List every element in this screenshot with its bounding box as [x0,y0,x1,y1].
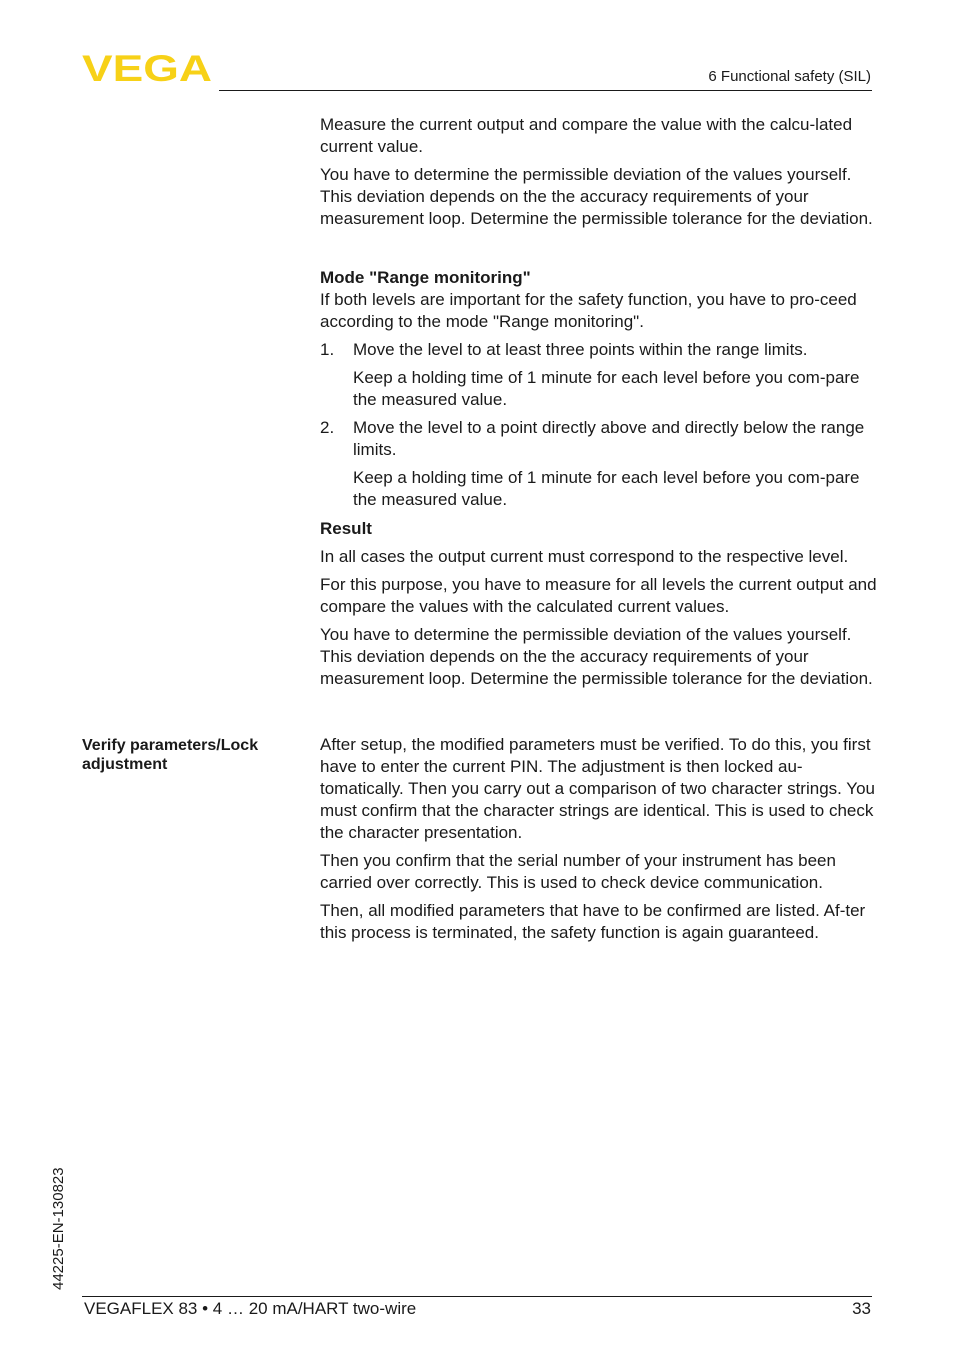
svg-text:VEGA: VEGA [82,52,212,82]
verify-paragraph-2: Then you confirm that the serial number of your instrument has been carried over correctly. This is used to check device communication. [320,851,836,892]
document-id: 44225-EN-130823 [50,1167,67,1290]
step-number: 1. [320,340,335,359]
verify-heading: Verify parameters/Lock adjustment [82,737,259,773]
paragraph-deviation: You have to determine the permissible deviation of the values yourself. This deviation depends on the the accuracy requirements of your measurement loop. Determine the permissible tolerance for the deviation. [320,165,873,228]
vega-logo [82,52,212,82]
result-paragraph-3: You have to determine the permissible deviation of the values yourself. This deviation depends on the the accuracy requirements of your measurement loop. Determine the permissible tolerance for the deviation. [320,625,873,688]
section-title: 6 Functional safety (SIL) [708,68,871,85]
step-number: 2. [320,418,335,437]
result-paragraph-2: For this purpose, you have to measure for all levels the current output and compare the values with the calculated current values. [320,575,877,616]
paragraph-measure: Measure the current output and compare the value with the calcu-lated current value. [320,115,853,156]
step-note: Keep a holding time of 1 minute for each level before you com-pare the measured value. [353,468,860,509]
step-text: Move the level to at least three points within the range limits. [353,340,808,359]
footer-product-name: VEGAFLEX 83 • 4 … 20 mA/HART two-wire [84,1299,417,1318]
result-paragraph-1: In all cases the output current must correspond to the respective level. [320,547,849,566]
result-heading: Result [320,519,372,538]
verify-paragraph-3: Then, all modified parameters that have to be confirmed are listed. Af-ter this process is terminated, the safety function is again guaranteed. [320,901,866,942]
mode-heading: Mode "Range monitoring" [320,268,531,287]
step-note: Keep a holding time of 1 minute for each level before you com-pare the measured value. [353,368,860,409]
footer-divider [82,1296,872,1297]
header-divider [219,90,872,91]
verify-paragraph-1: After setup, the modified parameters must be verified. To do this, you first have to enter the current PIN. The adjustment is then locked au-tomatically. Then you carry out a comparison of two character strings. You must confirm that the character strings are identical. This is used to check the character presentation. [320,735,875,842]
mode-paragraph: If both levels are important for the safety function, you have to pro-ceed according to the mode "Range monitoring". [320,290,857,331]
page-number: 33 [852,1299,871,1318]
step-text: Move the level to a point directly above and directly below the range limits. [353,418,865,459]
